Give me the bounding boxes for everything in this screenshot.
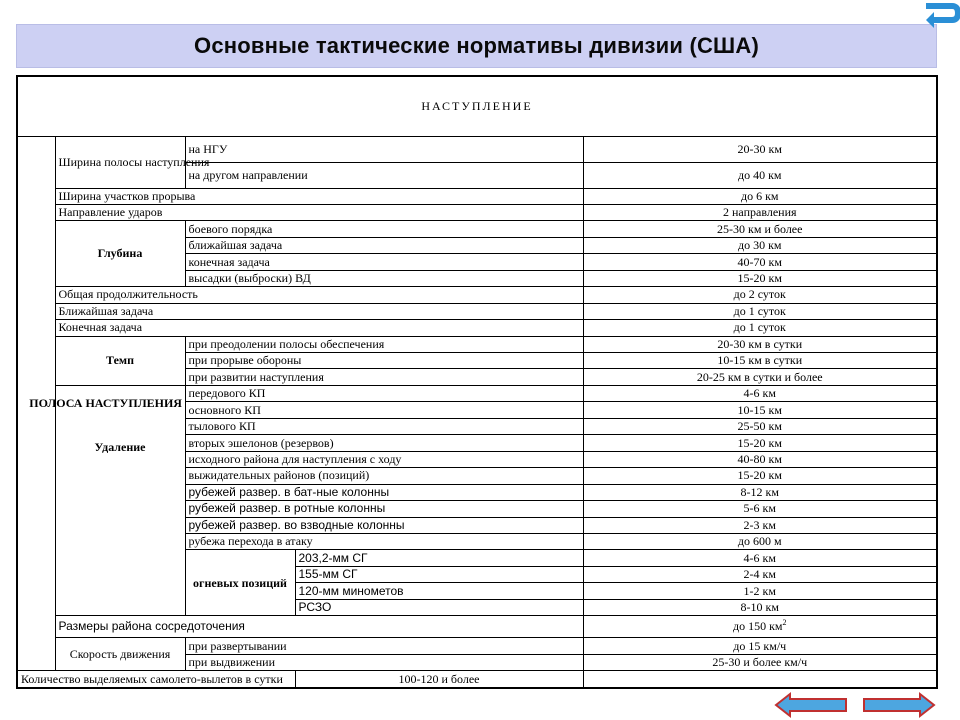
value-cell: до 15 км/ч (583, 638, 937, 654)
value-cell: 2-3 км (583, 517, 937, 533)
value-cell: 1-2 км (583, 583, 937, 599)
group-label-depth: Глубина (55, 221, 185, 287)
param-cell: основного КП (185, 402, 583, 418)
value-cell: 2-4 км (583, 566, 937, 582)
param-cell: при развертывании (185, 638, 583, 654)
table-row (17, 221, 937, 237)
value-cell: 5-6 км (583, 501, 937, 517)
return-arrow-icon[interactable] (920, 0, 960, 36)
param-cell: конечная задача (185, 254, 583, 270)
value-cell: до 1 суток (583, 303, 937, 319)
arrow-right-icon (864, 694, 934, 716)
table-row (17, 616, 937, 638)
group-label-distance: Удаление (55, 385, 185, 615)
table-row (17, 671, 937, 688)
value-cell: 4-6 км (583, 550, 937, 566)
value-cell: до 40 км (583, 162, 937, 188)
value-cell: 100-120 и более (295, 671, 583, 688)
arrow-left-icon (776, 694, 846, 716)
value-cell: 25-50 км (583, 418, 937, 434)
value-cell: 20-25 км в сутки и более (583, 369, 937, 385)
param-cell: тылового КП (185, 418, 583, 434)
value-cell: 25-30 и более км/ч (583, 654, 937, 670)
param-cell: высадки (выброски) ВД (185, 270, 583, 286)
param-cell: на НГУ (185, 136, 583, 162)
vertical-section-label: ПОЛОСА НАСТУПЛЕНИЯ (17, 136, 55, 671)
group-label-speed: Скорость движения (55, 638, 185, 671)
page-title: Основные тактические нормативы дивизии (США) (194, 33, 759, 58)
table-row (17, 336, 937, 352)
value-cell: до 1 суток (583, 320, 937, 336)
param-cell: 155-мм СГ (295, 566, 583, 582)
param-cell: Размеры района сосредоточения (55, 616, 583, 638)
param-cell: рубежей развер. в бат-ные колонны (185, 484, 583, 500)
param-cell: РСЗО (295, 599, 583, 615)
param-cell: Направление ударов (55, 204, 583, 220)
value-cell: до 150 $км^2$ (583, 616, 937, 638)
group-label-width: Ширина полосы наступления (55, 136, 185, 188)
param-cell: при преодолении полосы обеспечения (185, 336, 583, 352)
param-cell: при развитии наступления (185, 369, 583, 385)
norms-table (16, 75, 938, 689)
value-cell: 15-20 км (583, 270, 937, 286)
group-label-tempo: Темп (55, 336, 185, 385)
group-label-firing: огневых позиций (185, 550, 295, 616)
param-cell: Конечная задача (55, 320, 583, 336)
param-cell: при выдвижении (185, 654, 583, 670)
param-cell: передового КП (185, 385, 583, 401)
next-arrow-button[interactable] (862, 692, 936, 718)
value-cell: 8-10 км (583, 599, 937, 615)
param-cell: выжидательных районов (позиций) (185, 468, 583, 484)
table-row (17, 320, 937, 336)
param-cell: Ширина участков прорыва (55, 188, 583, 204)
value-cell: 40-80 км (583, 451, 937, 467)
table-row (17, 204, 937, 220)
param-cell: исходного района для наступления с ходу (185, 451, 583, 467)
value-cell: 20-30 км (583, 136, 937, 162)
table-row (17, 287, 937, 303)
table-row (17, 188, 937, 204)
value-cell: 2 направления (583, 204, 937, 220)
param-cell: Ближайшая задача (55, 303, 583, 319)
header-bar (16, 24, 937, 68)
value-cell: до 6 км (583, 188, 937, 204)
param-cell: рубежей развер. в ротные колонны (185, 501, 583, 517)
value-cell: 4-6 км (583, 385, 937, 401)
value-cell: 10-15 км в сутки (583, 353, 937, 369)
table-row (17, 638, 937, 654)
value-cell: 8-12 км (583, 484, 937, 500)
param-cell: Количество выделяемых самолето-вылетов в сутки (17, 671, 295, 688)
value-cell: до 600 м (583, 534, 937, 550)
table-title: НАСТУПЛЕНИЕ (17, 76, 937, 136)
table-row (17, 303, 937, 319)
param-cell: 203,2-мм СГ (295, 550, 583, 566)
value-cell: 20-30 км в сутки (583, 336, 937, 352)
prev-arrow-button[interactable] (774, 692, 848, 718)
param-cell: на другом направлении (185, 162, 583, 188)
value-cell: 10-15 км (583, 402, 937, 418)
param-cell: рубежей развер. во взводные колонны (185, 517, 583, 533)
table-title-row (17, 76, 937, 136)
norms-table-container (16, 75, 936, 689)
param-cell: ближайшая задача (185, 237, 583, 253)
value-cell: до 30 км (583, 237, 937, 253)
param-cell: боевого порядка (185, 221, 583, 237)
param-cell: Общая продолжительность (55, 287, 583, 303)
value-cell: 40-70 км (583, 254, 937, 270)
param-cell: при прорыве обороны (185, 353, 583, 369)
value-cell: 25-30 км и более (583, 221, 937, 237)
value-cell: 15-20 км (583, 468, 937, 484)
table-row (17, 136, 937, 162)
value-cell: до 2 суток (583, 287, 937, 303)
param-cell: вторых эшелонов (резервов) (185, 435, 583, 451)
param-cell: 120-мм минометов (295, 583, 583, 599)
param-cell: рубежа перехода в атаку (185, 534, 583, 550)
value-cell: 15-20 км (583, 435, 937, 451)
